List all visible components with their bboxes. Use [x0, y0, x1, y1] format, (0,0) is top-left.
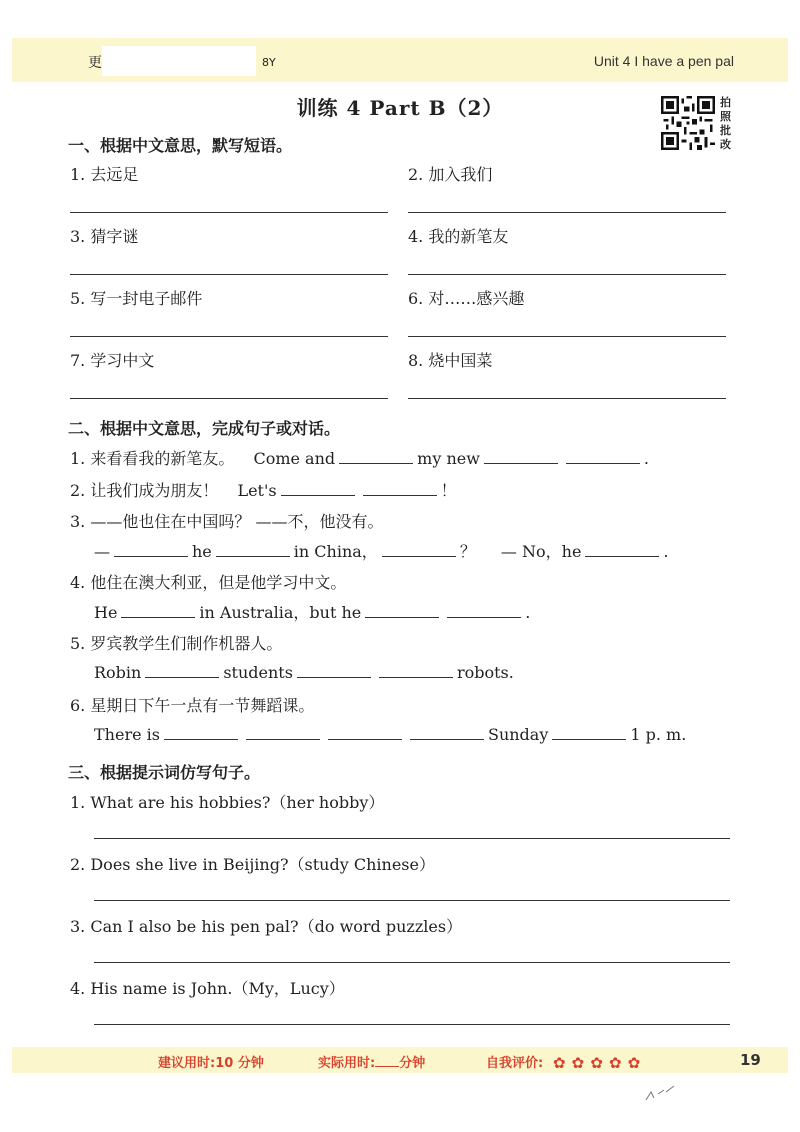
s1-item-4: 4. 我的新笔友	[408, 227, 509, 246]
flower-icon[interactable]: ✿	[609, 1054, 622, 1072]
s1-item-2: 2. 加入我们	[408, 165, 493, 184]
answer-line[interactable]	[94, 900, 730, 901]
fill-blank[interactable]	[246, 724, 320, 740]
qr-label-char: 改	[720, 138, 731, 151]
answer-line[interactable]	[408, 336, 726, 337]
suggested-time: 建议用时:10 分钟	[158, 1056, 264, 1071]
s2-q5-text: students	[223, 663, 293, 682]
s2-q6-text: 1 p. m.	[630, 725, 687, 744]
header-redaction	[102, 46, 256, 76]
unit-title: Unit 4 I have a pen pal	[593, 53, 734, 69]
flower-icon[interactable]: ✿	[627, 1054, 641, 1072]
fill-blank[interactable]	[281, 480, 355, 496]
answer-line[interactable]	[70, 336, 388, 337]
self-eval-stars[interactable]	[553, 1053, 641, 1072]
s2-q5-cn: 5. 罗宾教学生们制作机器人。	[70, 634, 283, 653]
s2-q6-text: Sunday	[487, 725, 549, 744]
s2-q6	[94, 724, 686, 744]
s3-item-2: 2. Does she live in Beijing?（study Chinese）	[70, 855, 435, 874]
fill-blank[interactable]	[484, 448, 558, 464]
page-title: 训练 4 Part B（2）	[296, 96, 504, 120]
fill-blank[interactable]	[297, 662, 371, 678]
s2-q2-end: ！	[440, 481, 457, 500]
s2-q4-cn: 4. 他住在澳大利亚，但是他学习中文。	[70, 573, 347, 592]
s2-q3-text: —	[94, 542, 110, 561]
actual-time	[318, 1052, 425, 1071]
s2-q3	[94, 539, 669, 562]
fill-blank[interactable]	[328, 724, 402, 740]
qr-code-icon[interactable]	[661, 96, 715, 150]
fill-blank[interactable]	[566, 448, 640, 464]
s1-item-7: 7. 学习中文	[70, 351, 155, 370]
s2-q1-end: .	[643, 449, 649, 468]
flower-icon[interactable]: ✿	[571, 1054, 585, 1072]
pencil-mark-icon	[642, 1080, 682, 1104]
fill-blank[interactable]	[339, 448, 413, 464]
s2-q1-cn: 1. 来看看我的新笔友。	[70, 449, 235, 468]
s2-q3-text: he	[192, 542, 212, 561]
fill-blank[interactable]	[121, 602, 195, 618]
self-eval-label: 自我评价:	[486, 1056, 544, 1071]
answer-line[interactable]	[94, 1024, 730, 1025]
answer-line[interactable]	[70, 398, 388, 399]
fill-blank[interactable]	[365, 602, 439, 618]
qr-label-char: 拍	[720, 96, 731, 109]
fill-blank[interactable]	[585, 541, 659, 557]
s2-q4-text: He	[94, 603, 118, 622]
answer-line[interactable]	[94, 838, 730, 839]
qr-label-char: 批	[720, 124, 731, 137]
section1-heading: 一、根据中文意思，默写短语。	[68, 136, 293, 155]
fill-blank[interactable]	[114, 541, 188, 557]
fill-blank[interactable]	[164, 724, 238, 740]
s2-q4-text: in Australia，but he	[199, 603, 362, 622]
fill-blank[interactable]	[410, 724, 484, 740]
s2-q1-text: my new	[417, 449, 480, 468]
s2-q2-text: Let's	[237, 481, 277, 500]
s2-q5-text: Robin	[94, 663, 142, 682]
s3-item-3: 3. Can I also be his pen pal?（do word puzzles）	[70, 917, 463, 936]
answer-line[interactable]	[408, 274, 726, 275]
page-number: 19	[740, 1051, 761, 1069]
s2-q6-text: There is	[94, 725, 160, 744]
flower-icon[interactable]: ✿	[553, 1054, 566, 1072]
s1-item-5: 5. 写一封电子邮件	[70, 289, 203, 308]
s2-q3-text: ？	[459, 542, 476, 561]
fill-blank[interactable]	[216, 541, 290, 557]
s2-q2-cn: 2. 让我们成为朋友！	[70, 481, 219, 500]
answer-line[interactable]	[70, 212, 388, 213]
fill-blank[interactable]	[145, 662, 219, 678]
s1-item-6: 6. 对……感兴趣	[408, 289, 525, 308]
s2-q3-end: .	[663, 542, 669, 561]
fill-blank[interactable]	[382, 541, 456, 557]
qr-label	[720, 96, 734, 152]
s2-q3-text: — No，he	[500, 542, 582, 561]
section2-heading: 二、根据中文意思，完成句子或对话。	[68, 419, 341, 438]
s2-q2	[70, 478, 457, 501]
s2-q4	[94, 600, 530, 623]
s3-item-4: 4. His name is John.（My，Lucy）	[70, 979, 345, 998]
answer-line[interactable]	[408, 398, 726, 399]
qr-label-char: 照	[720, 110, 731, 123]
flower-icon[interactable]: ✿	[590, 1054, 603, 1072]
fill-blank[interactable]	[552, 724, 626, 740]
s2-q4-end: .	[525, 603, 531, 622]
s2-q6-cn: 6. 星期日下午一点有一节舞蹈课。	[70, 696, 315, 715]
s2-q5-text: robots.	[456, 663, 514, 682]
s1-item-1: 1. 去远足	[70, 165, 139, 184]
answer-line[interactable]	[94, 962, 730, 963]
answer-line[interactable]	[408, 212, 726, 213]
s2-q3-cn: 3. ——他也住在中国吗？ ——不，他没有。	[70, 512, 384, 531]
section3-heading: 三、根据提示词仿写句子。	[68, 763, 261, 782]
s2-q3-text: in China，	[293, 542, 378, 561]
fill-blank[interactable]	[379, 662, 453, 678]
s2-q5	[94, 662, 514, 682]
actual-time-blank[interactable]	[375, 1054, 399, 1067]
fill-blank[interactable]	[447, 602, 521, 618]
header-left-text: 更	[88, 55, 102, 71]
s1-item-3: 3. 猜字谜	[70, 227, 139, 246]
s3-item-1: 1. What are his hobbies?（her hobby）	[70, 793, 385, 812]
answer-line[interactable]	[70, 274, 388, 275]
actual-time-label: 实际用时:	[318, 1056, 376, 1071]
s2-q1-text: Come and	[253, 449, 336, 468]
s1-item-8: 8. 烧中国菜	[408, 351, 493, 370]
actual-time-unit: 分钟	[399, 1056, 426, 1071]
s2-q1	[70, 446, 649, 469]
fill-blank[interactable]	[363, 480, 437, 496]
header-code: 8Y	[262, 56, 276, 69]
